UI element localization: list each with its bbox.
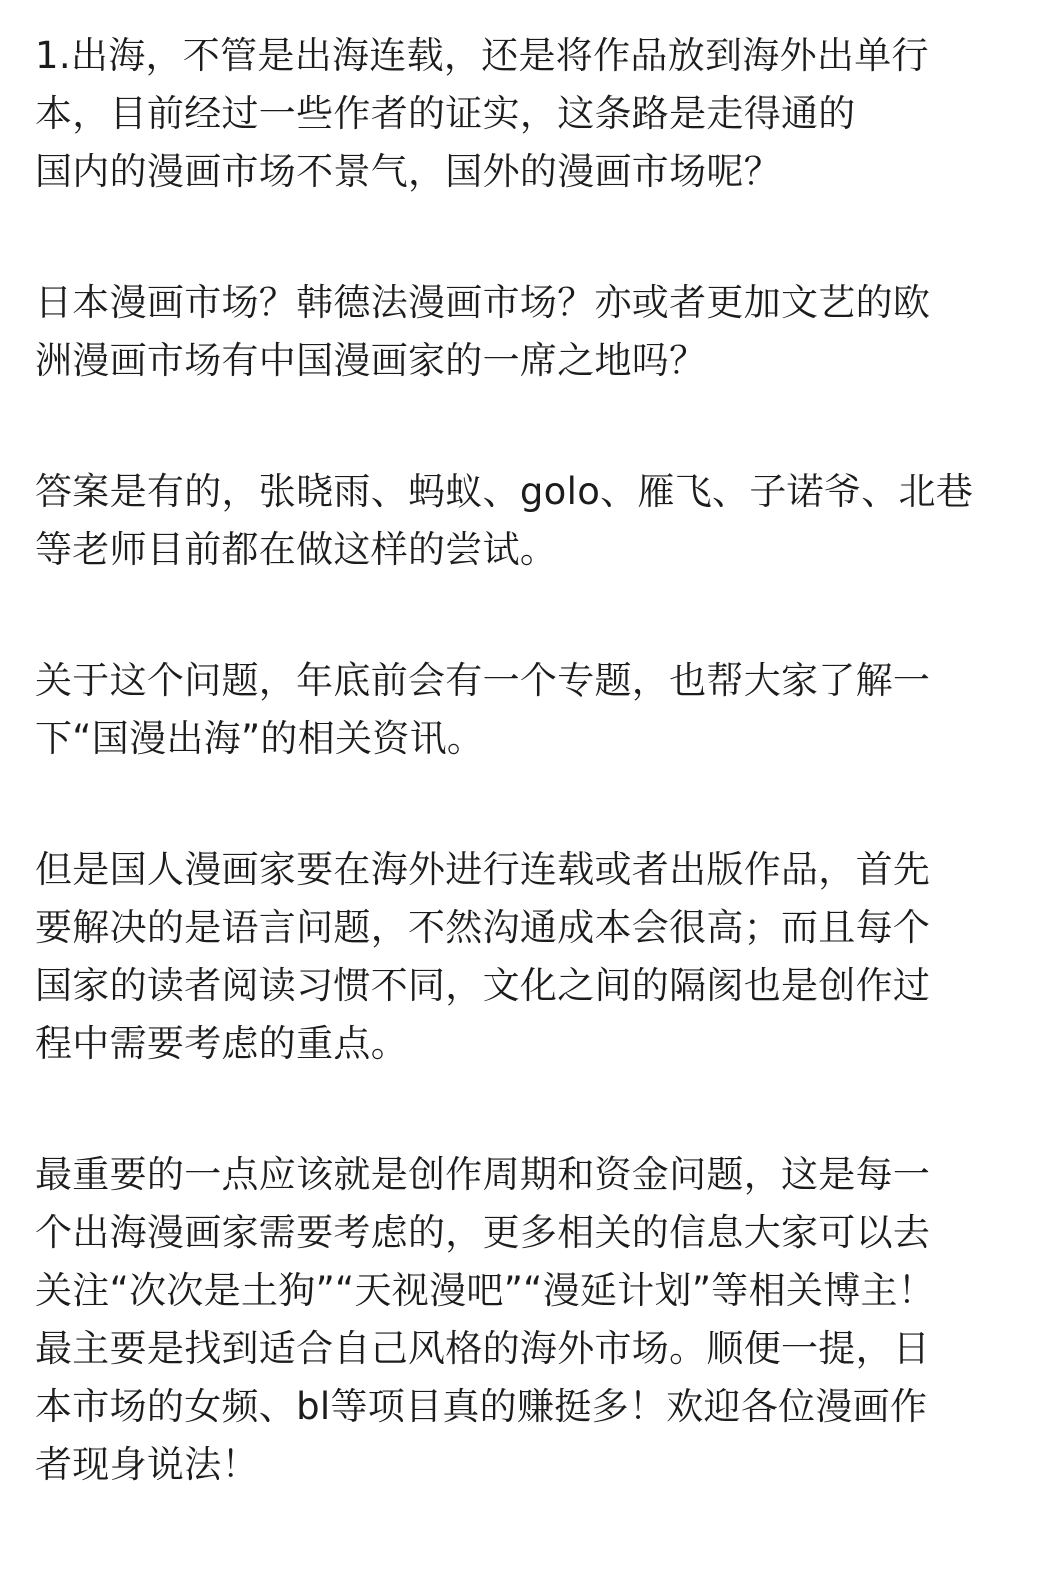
text-line: 最重要的一点应该就是创作周期和资金问题，这是每一 [35, 1153, 931, 1196]
text-line: 者现身说法！ [35, 1443, 259, 1486]
paragraph-spacer [35, 390, 1035, 463]
paragraph-spacer [35, 579, 1035, 652]
text-line: 关于这个问题，年底前会有一个专题，也帮大家了解一 [35, 659, 931, 702]
text-line: 日本漫画市场？韩德法漫画市场？亦或者更加文艺的欧 [35, 281, 931, 324]
paragraph-special-topic [35, 652, 1035, 768]
paragraph-language-culture [35, 841, 1035, 1073]
paragraph-answer [35, 463, 1035, 579]
text-line: 但是国人漫画家要在海外进行连载或者出版作品，首先 [35, 848, 931, 891]
paragraph-spacer [35, 768, 1035, 841]
text-line: 国家的读者阅读习惯不同，文化之间的隔阂也是创作过 [35, 964, 931, 1007]
paragraph-overseas-intro [35, 27, 1035, 201]
paragraph-spacer [35, 1073, 1035, 1146]
paragraph-market-question [35, 274, 1035, 390]
text-line: 下“国漫出海”的相关资讯。 [35, 717, 485, 760]
text-line: 要解决的是语言问题，不然沟通成本会很高；而且每个 [35, 906, 931, 949]
text-line: 关注“次次是土狗”“天视漫吧”“漫延计划”等相关博主！ [35, 1269, 936, 1312]
text-line: 本市场的女频、bl等项目真的赚挺多！欢迎各位漫画作 [35, 1385, 928, 1428]
text-line: 等老师目前都在做这样的尝试。 [35, 528, 558, 571]
text-line: 最主要是找到适合自己风格的海外市场。顺便一提，日 [35, 1327, 931, 1370]
text-line: 洲漫画市场有中国漫画家的一席之地吗？ [35, 339, 707, 382]
text-line: 个出海漫画家需要考虑的，更多相关的信息大家可以去 [35, 1211, 931, 1254]
paragraph-funding-conclusion [35, 1146, 1035, 1494]
text-line: 答案是有的，张晓雨、蚂蚁、golo、雁飞、子诺爷、北巷 [35, 470, 974, 513]
text-line: 程中需要考虑的重点。 [35, 1022, 408, 1065]
text-line: 1.出海，不管是出海连载，还是将作品放到海外出单行 [35, 34, 929, 77]
article-body [35, 27, 1035, 1494]
text-line: 国内的漫画市场不景气，国外的漫画市场呢？ [35, 150, 781, 193]
text-line: 本，目前经过一些作者的证实，这条路是走得通的 [35, 92, 856, 135]
paragraph-spacer [35, 201, 1035, 274]
